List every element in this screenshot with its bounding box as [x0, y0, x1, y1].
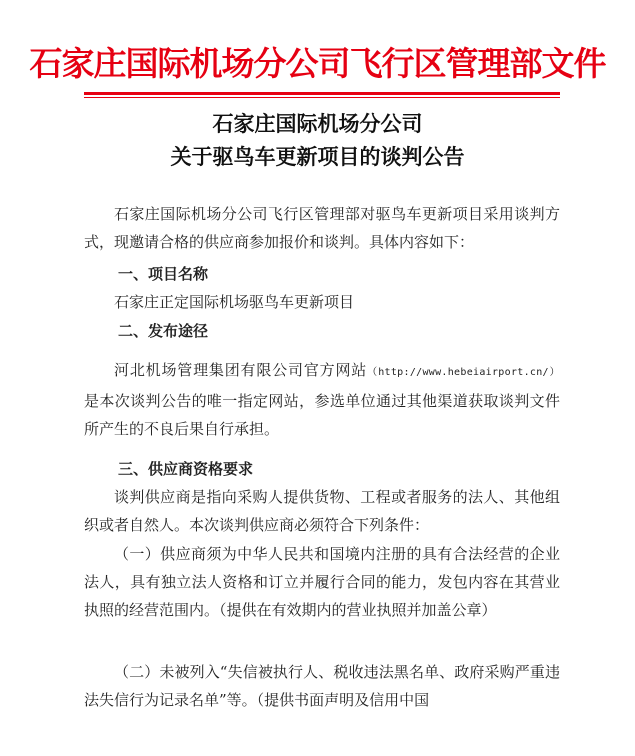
website-url: （http://www.hebeiairport.cn/） — [367, 367, 560, 378]
requirement-item-1: （一）供应商须为中华人民共和国境内注册的具有合法经营的企业法人，具有独立法人资格和订立并履行合同的能力，发包内容在其营业执照的经营范围内。（提供在有效期内的营业执照并加盖公章） — [84, 545, 560, 619]
section-2-text-continued: 是本次谈判公告的唯一指定网站，参选单位通过其他渠道获取谈判文件所产生的不良后果自行承担。 — [84, 392, 560, 438]
section-2-text: 河北机场管理集团有限公司官方网站 — [114, 361, 368, 379]
section-1-heading: 一、项目名称 — [118, 265, 209, 283]
section-3-heading: 三、供应商资格要求 — [118, 460, 254, 478]
title-line-1: 石家庄国际机场分公司 — [212, 112, 423, 136]
header-rule — [84, 92, 560, 95]
document-header: 石家庄国际机场分公司飞行区管理部文件 — [29, 44, 606, 83]
header-rule-thin — [84, 97, 560, 98]
title-line-2: 关于驱鸟车更新项目的谈判公告 — [170, 145, 465, 169]
section-2-paragraph — [84, 356, 560, 443]
section-3-intro: 谈判供应商是指向采购人提供货物、工程或者服务的法人、其他组织或者自然人。本次谈判供应商必须符合下列条件： — [84, 488, 560, 534]
section-2-heading: 二、发布途径 — [118, 322, 209, 340]
intro-paragraph: 石家庄国际机场分公司飞行区管理部对驱鸟车更新项目采用谈判方式，现邀请合格的供应商参加报价和谈判。具体内容如下： — [84, 205, 560, 251]
section-1-text: 石家庄正定国际机场驱鸟车更新项目 — [114, 293, 355, 311]
requirement-item-2: （二）未被列入“失信被执行人、税收违法黑名单、政府采购严重违法失信行为记录名单”等。（提供书面声明及信用中国 — [84, 663, 560, 709]
